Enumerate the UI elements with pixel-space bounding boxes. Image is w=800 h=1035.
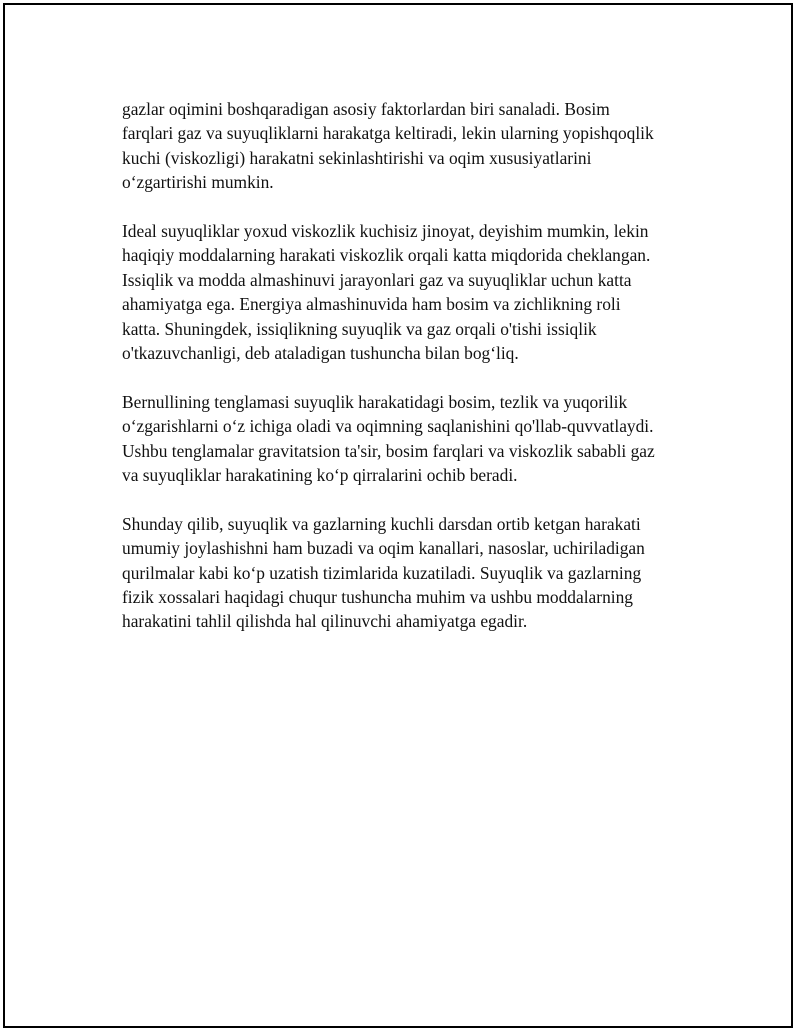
paragraph-1: gazlar oqimini boshqaradigan asosiy faktorlardan biri sanaladi. Bosim farqlari gaz va suyuqliklarni harakatga keltiradi, lekin ularning yopishqoqlik kuchi (viskozligi) harakatni sekinlashtirishi va oqim xususiyatlarini o‘zgartirishi mumkin. [122,99,654,193]
document-body [122,97,722,658]
paragraph-3: Bernullining tenglamasi suyuqlik harakatidagi bosim, tezlik va yuqorilik o‘zgarishlarni o‘z ichiga oladi va oqimning saqlanishini qo'llab-quvvatlaydi. Ushbu tenglamalar gravitatsion ta'sir, bosim farqlari va viskozlik sababli gaz va suyuqliklar harakatining ko‘p qirralarini ochib beradi. [122,391,655,486]
paragraph-4: Shunday qilib, suyuqlik va gazlarning kuchli darsdan ortib ketgan harakati umumiy joylashishni ham buzadi va oqim kanallari, nasoslar, uchiriladigan qurilmalar kabi ko‘p uzatish tizimlarida kuzatiladi. Suyuqlik va gazlarning fizik xossalari haqidagi chuqur tushuncha muhim va ushbu moddalarning harakatini tahlil qilishda hal qilinuvchi ahamiyatga egadir. [122,513,645,632]
paragraph-2: Ideal suyuqliklar yoxud viskozlik kuchisiz jinoyat, deyishim mumkin, lekin haqiqiy moddalarning harakati viskozlik orqali katta miqdorida cheklangan. Issiqlik va modda almashinuvi jarayonlari gaz va suyuqliklar uchun katta ahamiyatga ega. Energiya almashinuvida ham bosim va zichlikning roli katta. Shuningdek, issiqlikning suyuqlik va gaz orqali o'tishi issiqlik o'tkazuvchanligi, deb ataladigan tushuncha bilan bog‘liq. [122,221,651,364]
document-page [3,3,793,1028]
